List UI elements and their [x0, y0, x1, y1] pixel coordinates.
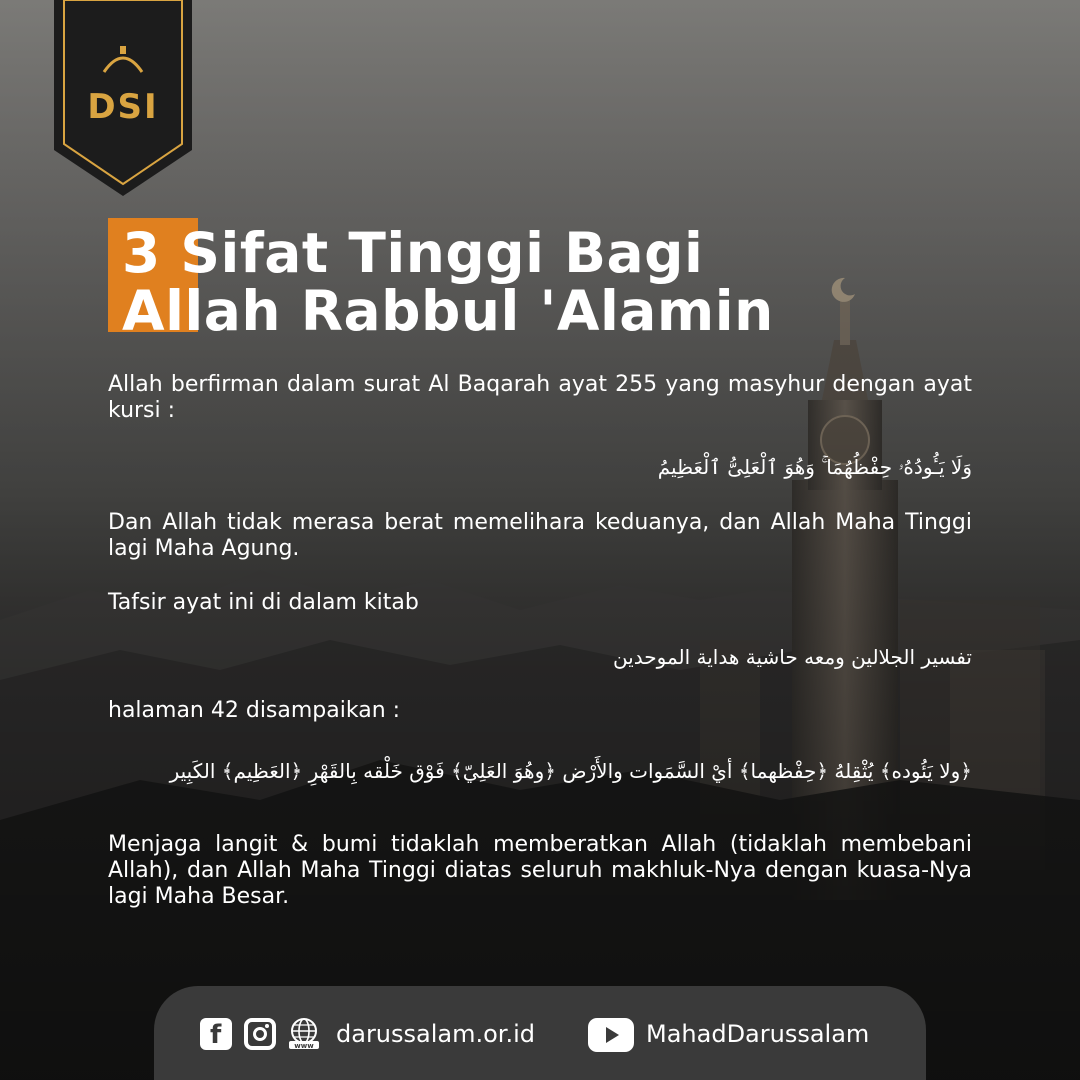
intro-paragraph: Allah berfirman dalam surat Al Baqarah ayat 255 yang masyhur dengan ayat kursi : — [108, 372, 972, 423]
youtube-icon[interactable] — [588, 1018, 634, 1052]
title-block — [108, 218, 928, 343]
facebook-icon[interactable]: f — [200, 1018, 232, 1050]
explanation-paragraph: Menjaga langit & bumi tidaklah memberatkan Allah (tidaklah membebani Allah), dan Allah Maha Tinggi diatas seluruh makhluk-Nya dengan kuasa-Nya lagi Maha Besar. — [108, 832, 972, 909]
tafsir-intro: Tafsir ayat ini di dalam kitab — [108, 590, 419, 615]
page-title — [122, 221, 922, 343]
translation-paragraph: Dan Allah tidak merasa berat memelihara keduanya, dan Allah Maha Tinggi lagi Maha Agung. — [108, 510, 972, 561]
youtube-channel-link[interactable]: MahadDarussalam — [646, 1020, 870, 1048]
ayah-arabic: وَلَا يَـُٔودُهُۥ حِفْظُهُمَا ۚ وَهُوَ ٱلْعَلِىُّ ٱلْعَظِيمُ — [657, 455, 972, 479]
footer-bar — [154, 986, 926, 1080]
title-line-2: Allah Rabbul 'Alamin — [122, 279, 774, 343]
instagram-icon[interactable] — [244, 1018, 276, 1050]
page-reference: halaman 42 disampaikan : — [108, 698, 401, 723]
darussalam-logo — [54, 0, 192, 196]
svg-text:www: www — [294, 1042, 314, 1050]
tafsir-arabic: ﴿ولا يَئُوده﴾ يُثْقِلهُ ﴿حِفْظهما﴾ أيْ السَّمَوات والأَرْض ﴿وهُوَ العَلِيّ﴾ فَوْق خَلْقه بِالقَهْرِ ﴿العَظِيم﴾ الكَبِير — [169, 759, 972, 783]
website-link[interactable]: darussalam.or.id — [336, 1020, 535, 1048]
title-line-1: 3 Sifat Tinggi Bagi — [122, 221, 704, 285]
logo-text: DSI — [87, 87, 159, 127]
www-globe-icon[interactable] — [288, 1018, 320, 1050]
kitab-title-arabic: تفسير الجلالين ومعه حاشية هداية الموحدين — [612, 645, 972, 669]
